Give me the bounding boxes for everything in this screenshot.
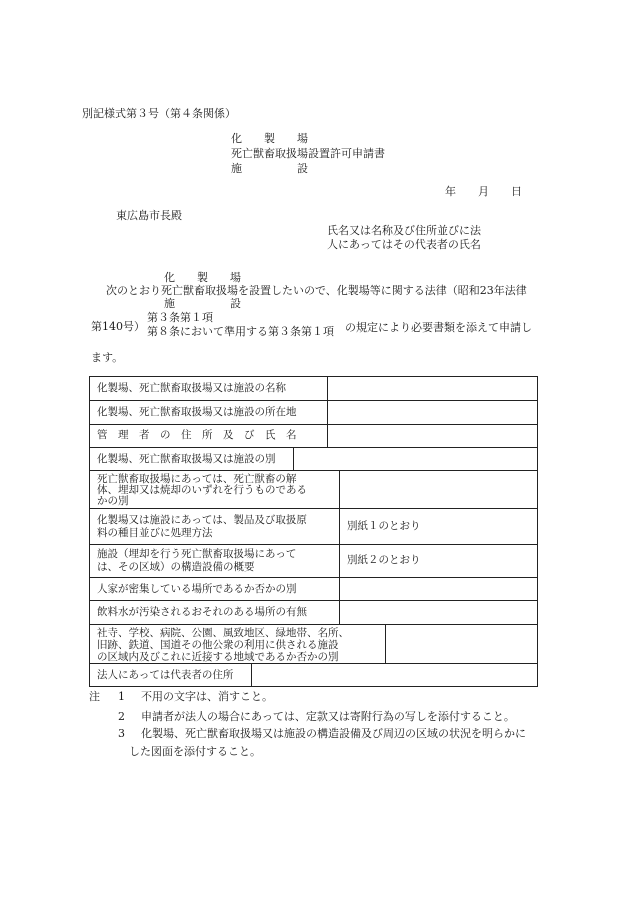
body-end: ます。 [91, 351, 124, 364]
body-option-rendering: 化 製 場 [164, 271, 241, 284]
applicant-line-2: 人にあってはその代表者の氏名 [327, 238, 481, 251]
row-drinking-water-label: 飲料水が汚染されるおそれのある場所の有無 [97, 606, 307, 618]
row-manager-label: 管 理 者 の 住 所 及 び 氏 名 [97, 429, 297, 441]
row-public-facility-label-2: 旧跡、鉄道、国道その他公衆の利用に供される施設 [97, 639, 339, 651]
row-public-facility-label-3: の区域内及びこれに近接する地域であるか否かの別 [97, 651, 339, 663]
row-disposal-method-label-2: 体、埋却又は焼却のいずれを行うものである [97, 484, 307, 496]
row-residential-label: 人家が密集している場所であるか否かの別 [97, 583, 297, 595]
note-3-text-1: 化製場、死亡獣畜取扱場又は施設の構造設備及び周辺の区域の状況を明らかに [141, 727, 526, 740]
row-representative-address-label: 法人にあっては代表者の住所 [97, 669, 234, 681]
row-facility-location-label: 化製場、死亡獣畜取扱場又は施設の所在地 [97, 406, 297, 418]
note-1-text: 不用の文字は、消すこと。 [141, 690, 273, 703]
body-line-2-tail: の規定により必要書類を添えて申請し [345, 321, 532, 334]
body-line-1: 次のとおり死亡獣畜取扱場を設置したいので、化製場等に関する法律（昭和23年法律 [106, 284, 527, 297]
title-option-rendering: 化 製 場 [231, 132, 308, 145]
form-number: 別記様式第３号（第４条関係） [82, 107, 236, 120]
applicant-line-1: 氏名又は名称及び住所並びに法 [327, 224, 481, 237]
body-article-1: 第３条第１項 [147, 311, 213, 324]
application-table [89, 376, 538, 687]
row-products-label-1: 化製場又は施設にあっては、製品及び取扱原 [97, 514, 307, 526]
row-facility-type-label: 化製場、死亡獣畜取扱場又は施設の別 [97, 453, 276, 465]
note-2-number: 2 [118, 710, 125, 723]
body-article-2: 第８条において準用する第３条第１項 [147, 325, 334, 338]
row-structure-label-2: は、その区域）の構造設備の概要 [97, 561, 255, 573]
row-public-facility-label-1: 社寺、学校、病院、公園、風致地区、緑地帯、名所、 [97, 627, 349, 639]
row-structure-value: 別紙２のとおり [347, 554, 421, 566]
title-option-facility: 施 設 [231, 162, 308, 175]
row-products-label-2: 料の種目並びに処理方法 [97, 527, 213, 539]
row-facility-name-label: 化製場、死亡獣畜取扱場又は施設の名称 [97, 382, 286, 394]
date-line: 年 月 日 [445, 185, 522, 198]
row-structure-label-1: 施設（埋却を行う死亡獣畜取扱場にあって [97, 548, 297, 560]
note-1-number: 1 [118, 690, 125, 703]
row-disposal-method-label-1: 死亡獣畜取扱場にあっては、死亡獣畜の解 [97, 473, 297, 485]
note-3-text-2: した図面を添付すること。 [129, 745, 261, 758]
note-2-text: 申請者が法人の場合にあっては、定款又は寄附行為の写しを添付すること。 [141, 710, 515, 723]
row-products-value: 別紙１のとおり [347, 520, 421, 532]
page-title: 死亡獣畜取扱場設置許可申請書 [231, 147, 385, 160]
notes-label: 注 [89, 690, 100, 703]
addressee: 東広島市長殿 [116, 209, 182, 222]
body-option-facility: 施 設 [164, 297, 241, 310]
body-law-number: 第140号） [91, 320, 145, 333]
note-3-number: 3 [118, 727, 125, 740]
row-disposal-method-label-3: かの別 [97, 495, 129, 507]
